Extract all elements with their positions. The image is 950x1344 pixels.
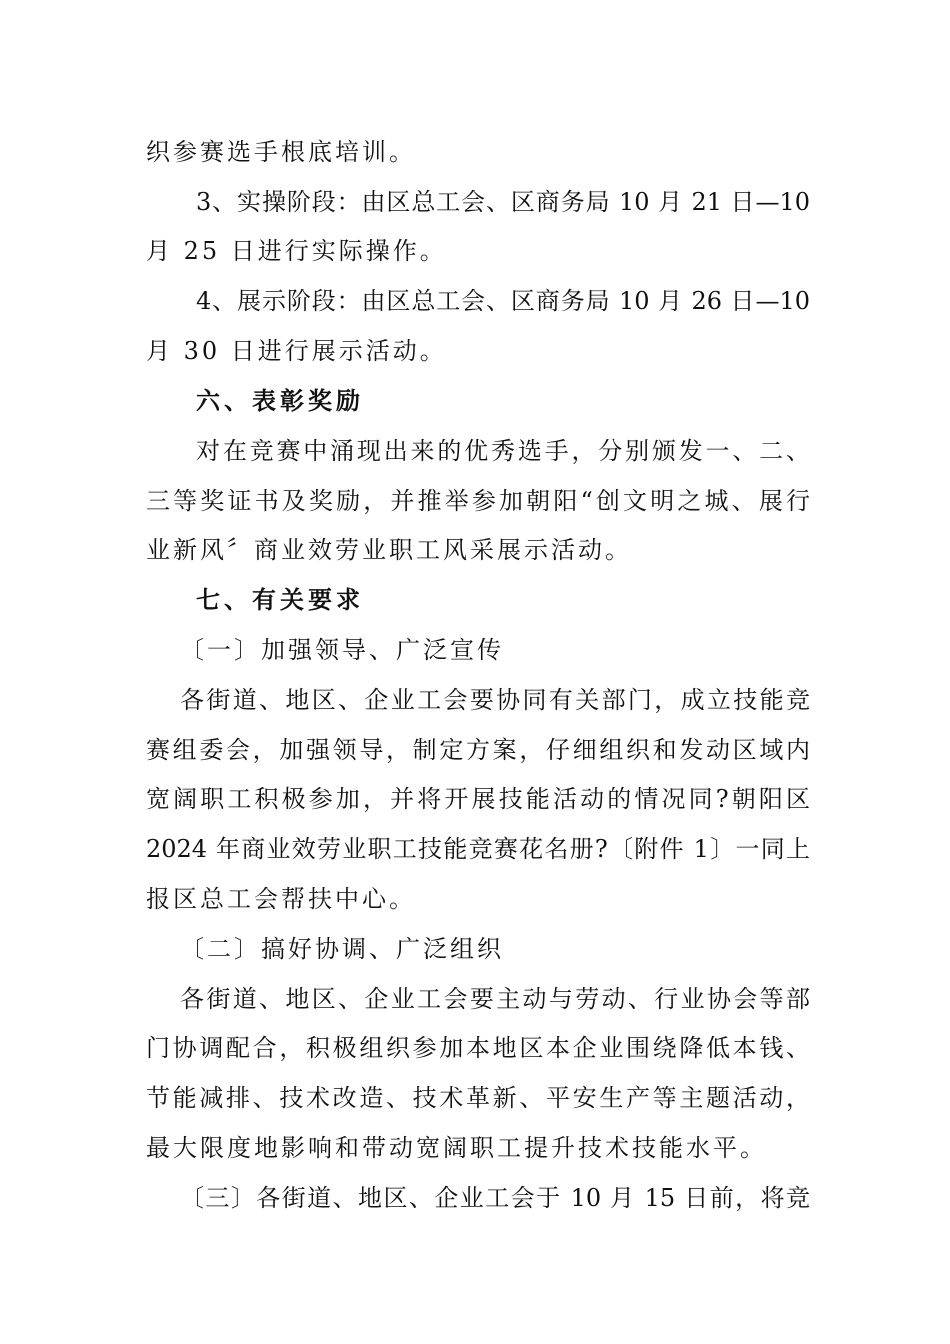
text-line: 业新风〞商业效劳业职工风采展示活动。: [146, 536, 632, 564]
text-line: 报区总工会帮扶中心。: [146, 885, 416, 913]
text-line: 2024 年商业效劳业职工技能竞赛花名册?〔附件 1〕一同上: [146, 835, 810, 863]
text-line: 对在竞赛中涌现出来的优秀选手，分别颁发一、二、: [196, 437, 810, 465]
text-line: 三等奖证书及奖励，并推举参加朝阳“创文明之城、展行: [146, 487, 810, 515]
text-line: 门协调配合，积极组织参加本地区本企业围绕降低本钱、: [146, 1034, 810, 1062]
text-line: 最大限度地影响和带动宽阔职工提升技术技能水平。: [146, 1134, 767, 1162]
subsection-heading: 〔二〕搞好协调、广泛组织: [180, 935, 504, 963]
text-line: 〔三〕各街道、地区、企业工会于 10 月 15 日前，将竞: [180, 1184, 810, 1212]
text-line: 月 30 日进行展示活动。: [146, 337, 447, 365]
text-line: 各街道、地区、企业工会要协同有关部门，成立技能竞: [180, 686, 810, 714]
text-line: 4、展示阶段：由区总工会、区商务局 10 月 26 日—10: [196, 287, 810, 315]
text-line: 织参赛选手根底培训。: [146, 138, 416, 166]
text-line: 节能减排、技术改造、技术革新、平安生产等主题活动，: [146, 1084, 810, 1112]
subsection-heading: 〔一〕加强领导、广泛宣传: [180, 636, 504, 664]
text-line: 月 25 日进行实际操作。: [146, 237, 447, 265]
text-line: 宽阔职工积极参加，并将开展技能活动的情况同?朝阳区: [146, 785, 810, 813]
text-line: 赛组委会，加强领导，制定方案，仔细组织和发动区域内: [146, 736, 810, 764]
section-heading: 七、有关要求: [196, 586, 364, 614]
text-line: 各街道、地区、企业工会要主动与劳动、行业协会等部: [180, 985, 810, 1013]
text-line: 3、实操阶段：由区总工会、区商务局 10 月 21 日—10: [196, 188, 810, 216]
section-heading: 六、表彰奖励: [196, 387, 364, 415]
